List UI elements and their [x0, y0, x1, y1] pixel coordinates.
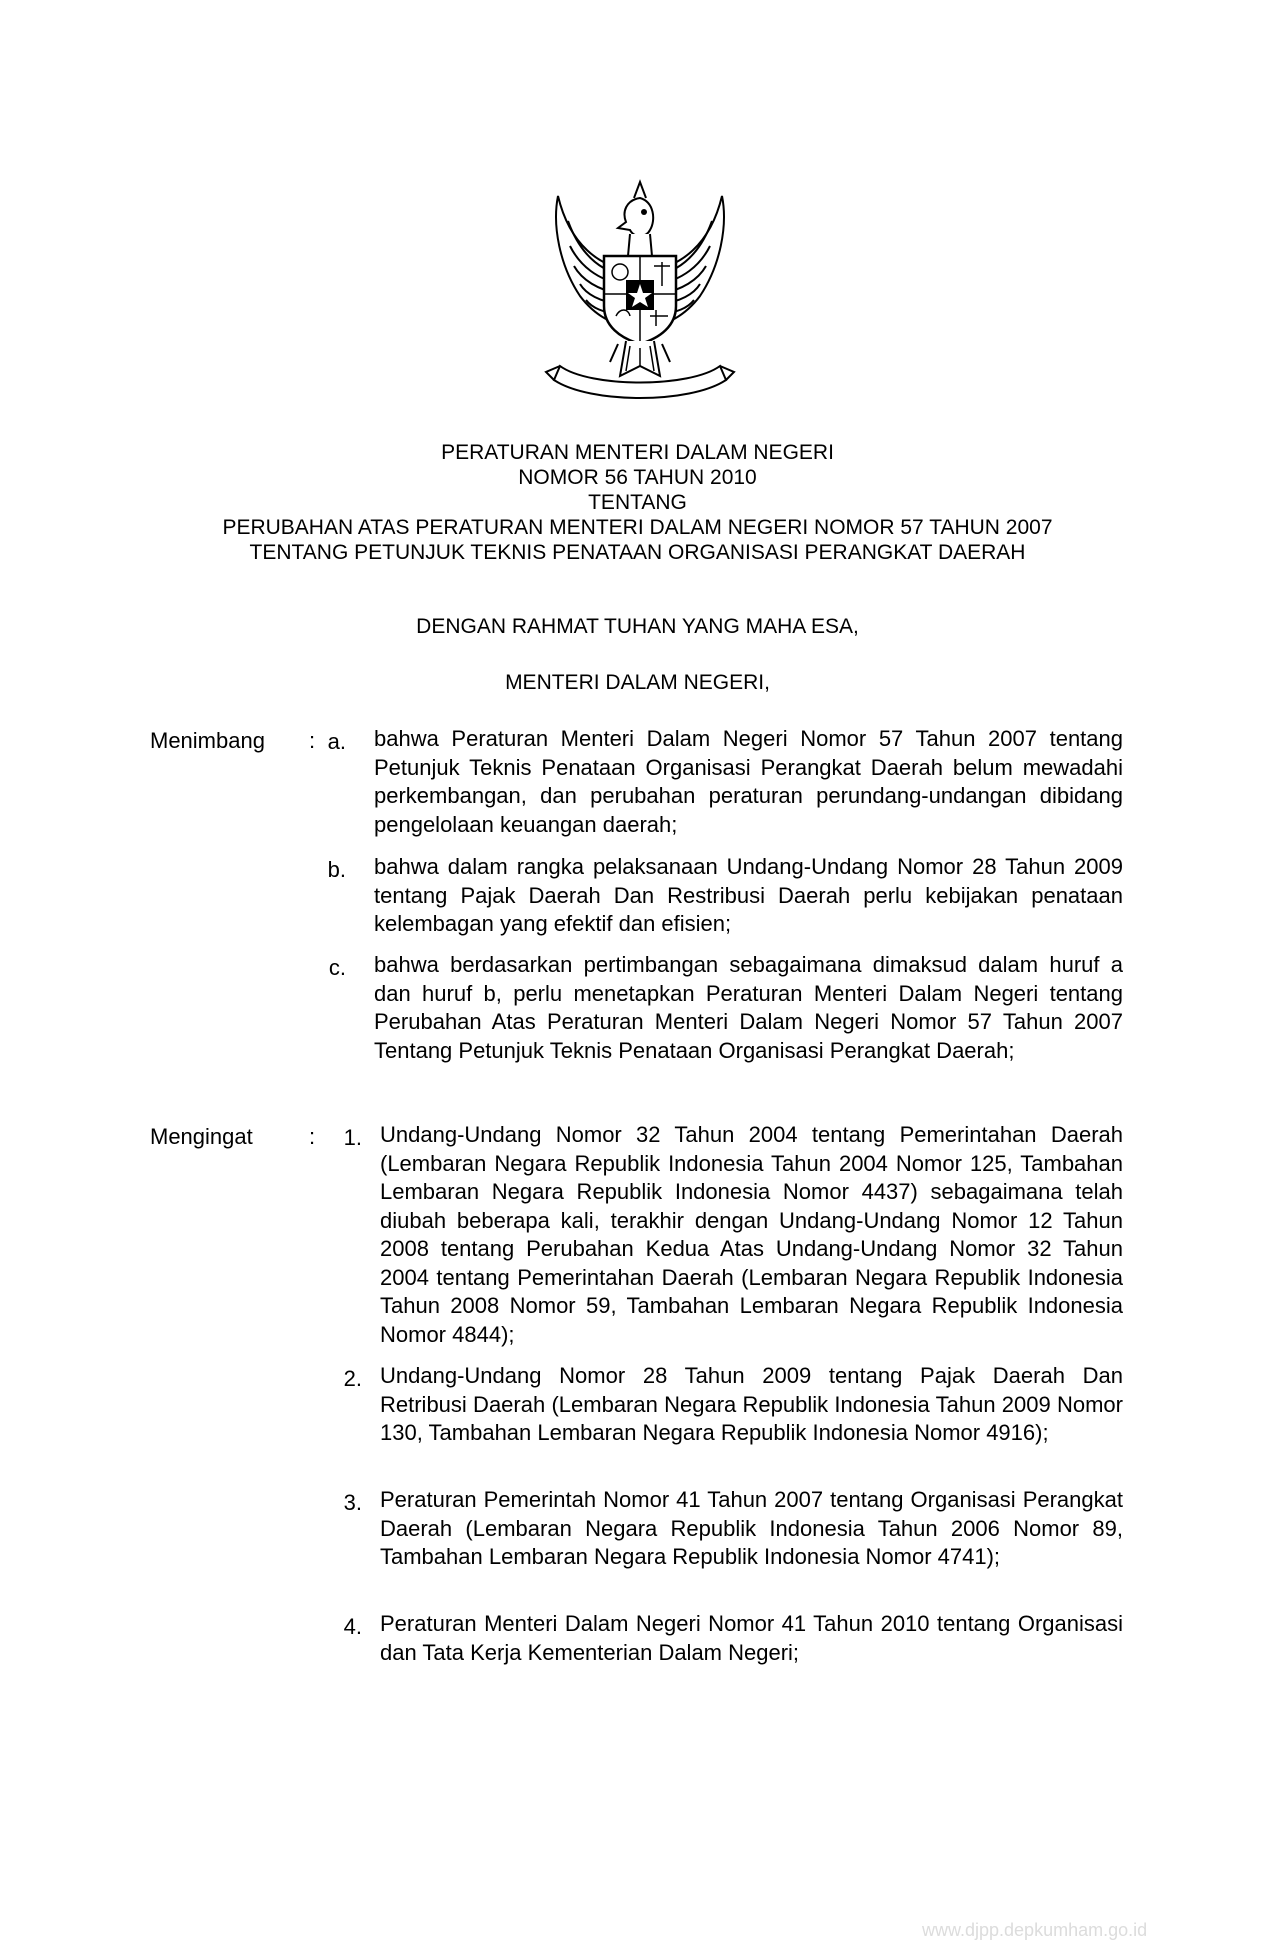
- heading-line: TENTANG PETUNJUK TEKNIS PENATAAN ORGANISASI PERANGKAT DAERAH: [249, 541, 1026, 564]
- official-title: MENTERI DALAM NEGERI,: [505, 671, 770, 694]
- heading-line: PERATURAN MENTERI DALAM NEGERI: [441, 441, 834, 464]
- watermark: www.djpp.depkumham.go.id: [922, 1920, 1148, 1940]
- list-marker: 1.: [343, 1125, 362, 1150]
- list-item: Undang-Undang Nomor 28 Tahun 2009 tentang Pajak Daerah Dan Retribusi Daerah (Lembaran Negara Republik Indonesia Tahun 2009 Nomor 130, Tambahan Lembaran Negara Republik Indonesia Nomor 4916);: [380, 1363, 1123, 1445]
- menimbang-colon: :: [309, 728, 316, 753]
- list-item: Peraturan Menteri Dalam Negeri Nomor 41 Tahun 2010 tentang Organisasi dan Tata Kerja Kementerian Dalam Negeri;: [380, 1611, 1123, 1665]
- mengingat-label: Mengingat: [150, 1124, 253, 1149]
- list-marker: 2.: [343, 1366, 362, 1391]
- list-item: bahwa Peraturan Menteri Dalam Negeri Nomor 57 Tahun 2007 tentang Petunjuk Teknis Penataan Organisasi Perangkat Daerah belum mewadahi perkembangan, dan perubahan peraturan perundang-undangan dibidang pengelolaan keuangan daerah;: [374, 726, 1123, 837]
- heading-line: TENTANG: [588, 491, 687, 514]
- list-item: Peraturan Pemerintah Nomor 41 Tahun 2007 tentang Organisasi Perangkat Daerah (Lembaran Negara Republik Indonesia Tahun 2006 Nomor 89, Tambahan Lembaran Negara Republik Indonesia Nomor 4741);: [380, 1487, 1123, 1569]
- list-marker: 4.: [343, 1614, 362, 1639]
- garuda-emblem-icon: [530, 176, 750, 416]
- heading-line: NOMOR 56 TAHUN 2010: [518, 466, 757, 489]
- list-marker: a.: [327, 729, 346, 754]
- menimbang-label: Menimbang: [150, 728, 265, 753]
- list-item: bahwa dalam rangka pelaksanaan Undang-Undang Nomor 28 Tahun 2009 tentang Pajak Daerah Dan Restribusi Daerah perlu kebijakan penataan kelembagan yang efektif dan efisien;: [374, 854, 1123, 936]
- mengingat-colon: :: [309, 1124, 316, 1149]
- list-marker: c.: [328, 955, 346, 980]
- list-marker: b.: [327, 857, 346, 882]
- list-marker: 3.: [343, 1490, 362, 1515]
- invocation: DENGAN RAHMAT TUHAN YANG MAHA ESA,: [416, 615, 859, 638]
- regulation-heading: [0, 440, 1275, 565]
- list-item: Undang-Undang Nomor 32 Tahun 2004 tentang Pemerintahan Daerah (Lembaran Negara Republik Indonesia Tahun 2004 Nomor 125, Tambahan Lembaran Negara Republik Indonesia Nomor 4437) sebagaimana telah diubah beberapa kali, terakhir dengan Undang-Undang Nomor 12 Tahun 2008 tentang Perubahan Kedua Atas Undang-Undang Nomor 32 Tahun 2004 tentang Pemerintahan Daerah (Lembaran Negara Republik Indonesia Tahun 2008 Nomor 59, Tambahan Lembaran Negara Republik Indonesia Nomor 4844);: [380, 1122, 1123, 1347]
- list-item: bahwa berdasarkan pertimbangan sebagaimana dimaksud dalam huruf a dan huruf b, perlu menetapkan Peraturan Menteri Dalam Negeri tentang Perubahan Atas Peraturan Menteri Dalam Negeri Nomor 57 Tahun 2007 Tentang Petunjuk Teknis Penataan Organisasi Perangkat Daerah;: [374, 952, 1123, 1063]
- heading-line: PERUBAHAN ATAS PERATURAN MENTERI DALAM NEGERI NOMOR 57 TAHUN 2007: [222, 516, 1053, 539]
